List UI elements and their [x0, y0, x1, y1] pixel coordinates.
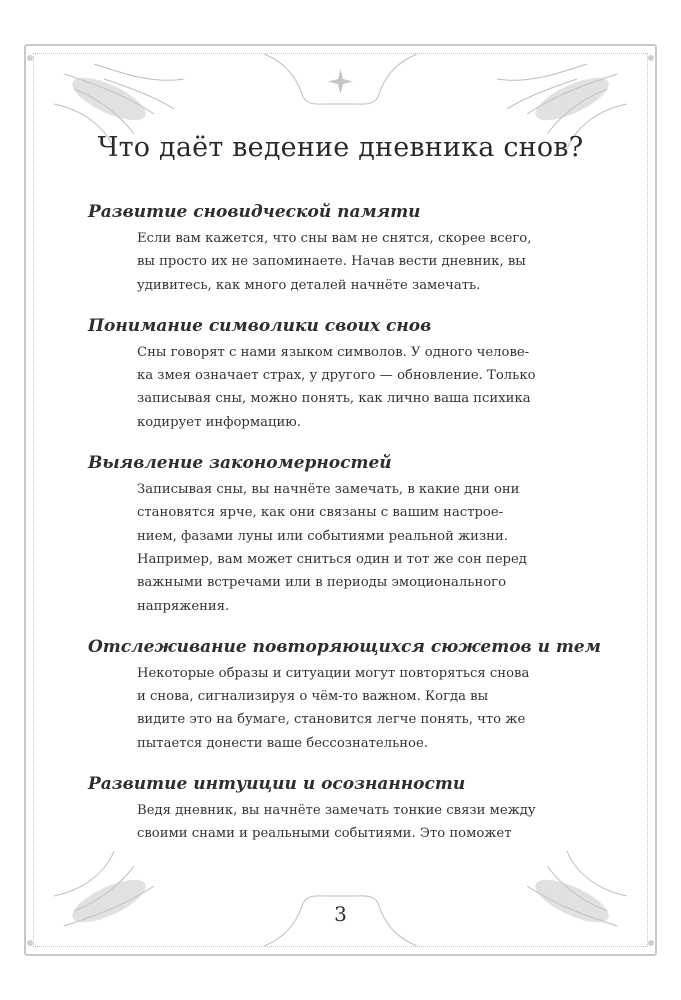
section-paragraph	[137, 227, 587, 297]
section	[88, 197, 588, 297]
section-paragraph	[137, 478, 587, 618]
text-line: записывая сны, можно понять, как лично ваша психика	[137, 391, 531, 407]
text-line: удивитесь, как много деталей начнёте замечать.	[137, 277, 481, 293]
star-icon	[328, 69, 353, 94]
text-line: Некоторые образы и ситуации могут повторяться снова	[137, 665, 530, 681]
section	[88, 769, 588, 846]
corner-dot	[27, 940, 33, 946]
text-line: Ведя дневник, вы начнёте замечать тонкие связи между	[137, 803, 536, 819]
section	[88, 448, 588, 618]
corner-dot	[27, 55, 33, 61]
text-line: становятся ярче, как они связаны с вашим настрое-	[137, 505, 504, 521]
section-heading: Развитие интуиции и осознанности	[88, 774, 466, 795]
content	[88, 197, 601, 846]
page-title: Что даёт ведение дневника снов?	[97, 132, 584, 163]
text-line: Например, вам может сниться один и тот же сон перед	[137, 551, 527, 567]
text-line: важными встречами или в периоды эмоционального	[137, 575, 507, 591]
bottom-ornament	[34, 836, 647, 946]
section	[88, 311, 588, 434]
corner-dot	[648, 55, 654, 61]
section-heading: Выявление закономерностей	[88, 453, 392, 474]
text-line: видите это на бумаге, становится легче понять, что же	[137, 712, 526, 728]
section-paragraph	[137, 662, 587, 755]
text-line: нием, фазами луны или событиями реальной жизни.	[137, 528, 508, 544]
text-line: и снова, сигнализируя о чём-то важном. Когда вы	[137, 689, 489, 705]
text-line: пытается донести ваше бессознательное.	[137, 735, 428, 751]
section	[88, 632, 601, 755]
text-line: вы просто их не запоминаете. Начав вести дневник, вы	[137, 254, 526, 270]
section-paragraph	[137, 341, 587, 434]
text-line: своими снами и реальными событиями. Это поможет	[137, 826, 512, 842]
text-line: кодирует информацию.	[137, 414, 301, 430]
corner-dot	[648, 940, 654, 946]
text-line: Сны говорят с нами языком символов. У одного челове-	[137, 344, 530, 360]
text-line: ка змея означает страх, у другого — обновление. Только	[137, 368, 536, 384]
section-heading: Понимание символики своих снов	[88, 315, 432, 336]
section-heading: Отслеживание повторяющихся сюжетов и тем	[88, 636, 601, 657]
text-line: напряжения.	[137, 598, 230, 614]
page-number: 3	[334, 902, 347, 926]
text-line: Записывая сны, вы начнёте замечать, в какие дни они	[137, 482, 520, 498]
text-line: Если вам кажется, что сны вам не снятся, скорее всего,	[137, 231, 532, 246]
section-heading: Развитие сновидческой памяти	[88, 202, 421, 222]
